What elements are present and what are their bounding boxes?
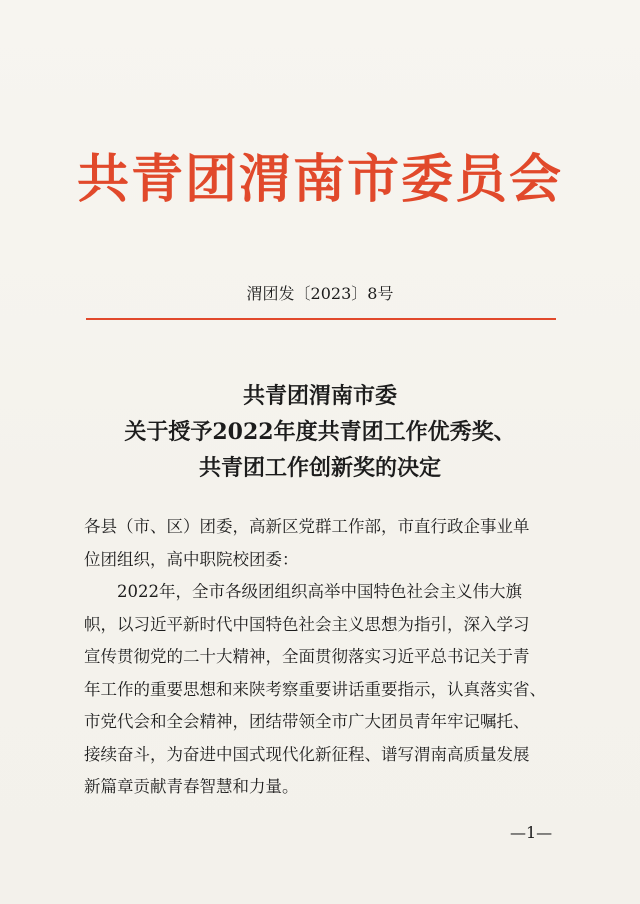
paragraph-line: 市党代会和全会精神，团结带领全市广大团员青年牢记嘱托、: [84, 712, 530, 731]
title-line: 共青团渭南市委: [242, 383, 397, 409]
paragraph-line: 宣传贯彻党的二十大精神，全面贯彻落实习近平总书记关于青: [84, 647, 530, 666]
paragraph-line: 2022年，全市各级团组织高举中国特色社会主义伟大旗: [117, 582, 522, 601]
red-divider-line: [86, 318, 556, 320]
paragraph-line: 新篇章贡献青春智慧和力量。: [84, 777, 299, 796]
document-number: 渭团发〔2023〕8号: [246, 284, 394, 303]
document-title: [0, 378, 640, 486]
paragraph-line: 接续奋斗，为奋进中国式现代化新征程、谱写渭南高质量发展: [84, 744, 530, 764]
document-body: [84, 511, 562, 804]
recipients-line: 位团组织，高中职院校团委：: [84, 549, 299, 569]
recipients-line: 各县（市、区）团委，高新区党群工作部，市直行政企事业单: [84, 517, 530, 536]
issuing-organization-title: 共青团渭南市委员会: [76, 149, 563, 210]
paragraph-line: 年工作的重要思想和来陕考察重要讲话重要指示，认真落实省、: [84, 679, 546, 699]
title-line: 关于授予2022年度共青团工作优秀奖、: [124, 419, 516, 445]
paragraph-line: 帜，以习近平新时代中国特色社会主义思想为指引，深入学习: [84, 614, 530, 634]
page-number: —1—: [510, 823, 553, 842]
title-line: 共青团工作创新奖的决定: [198, 455, 441, 481]
